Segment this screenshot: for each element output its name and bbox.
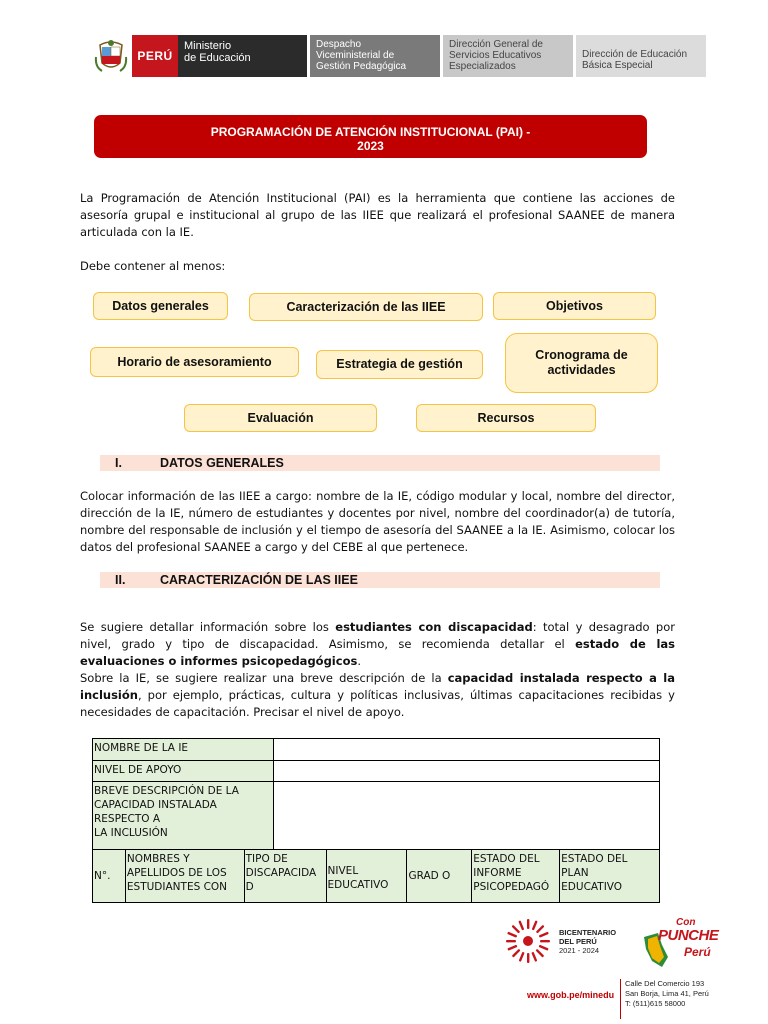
must-contain-label: Debe contener al menos: (80, 259, 226, 273)
ie-info-table (92, 738, 660, 903)
col-nivel-educativo: NIVEL EDUCATIVO (326, 850, 407, 903)
header-logos (90, 35, 706, 77)
section-heading-caracterizacion: II. CARACTERIZACIÓN DE LAS IIEE (100, 572, 660, 588)
col-grado: GRAD O (407, 850, 472, 903)
input-breve-descripcion[interactable] (273, 782, 659, 850)
peru-badge: PERÚ (132, 35, 178, 77)
section1-paragraph: Colocar información de las IIEE a cargo: nombre de la IE, código modular y local, nombre del director, dirección de la IE, número de estudiantes y docentes por nivel, nombre del coordinador(a) de tutoría, nombre del responsable de inclusión y el tiempo de asesoría del SAANEE a la IE. Asimismo, colocar los datos del profesional SAANEE a cargo y del CEBE al que pertenece. (80, 489, 675, 554)
pill-cronograma: Cronograma de actividades (505, 333, 658, 393)
pill-horario: Horario de asesoramiento (90, 347, 299, 377)
ministry-label: Ministerio de Educación (178, 35, 307, 77)
pill-recursos: Recursos (416, 404, 596, 432)
direccion-educacion-label: Dirección de Educación Básica Especial (576, 35, 706, 77)
direccion-general-label: Dirección General de Servicios Educativos Especializados (443, 35, 573, 77)
coat-of-arms-icon (90, 35, 132, 77)
label-nombre-ie: NOMBRE DE LA IE (93, 739, 274, 761)
section2-paragraph-1: Se sugiere detallar información sobre los estudiantes con discapacidad: total y desagrado por nivel, grado y tipo de discapacidad. Asimismo, se recomienda detallar el estado de las evaluaciones o informes psicopedagógicos. (80, 620, 675, 668)
col-nombres: NOMBRES Y APELLIDOS DE LOS ESTUDIANTES CON (125, 850, 244, 903)
pill-datos-generales: Datos generales (93, 292, 228, 320)
pill-objetivos: Objetivos (493, 292, 656, 320)
section-heading-datos-generales: I. DATOS GENERALES (100, 455, 660, 471)
input-nombre-ie[interactable] (273, 739, 659, 761)
pill-caracterizacion: Caracterización de las IIEE (249, 293, 483, 321)
bicentenario-logo: BICENTENARIO DEL PERÚ 2021 - 2024 (503, 915, 638, 967)
bicentenario-sun-icon (503, 916, 553, 966)
pill-evaluacion: Evaluación (184, 404, 377, 432)
input-nivel-apoyo[interactable] (273, 761, 659, 782)
pill-estrategia: Estrategia de gestión (316, 350, 483, 379)
col-estado-informe: ESTADO DEL INFORME PSICOPEDAGÓ (472, 850, 560, 903)
con-punche-peru-logo: Con PUNCHE Perú (640, 915, 728, 975)
document-title: PROGRAMACIÓN DE ATENCIÓN INSTITUCIONAL (PAI) - 2023 (94, 115, 647, 158)
label-nivel-apoyo: NIVEL DE APOYO (93, 761, 274, 782)
label-breve-descripcion: BREVE DESCRIPCIÓN DE LA CAPACIDAD INSTALADA RESPECTO A LA INCLUSIÓN (93, 782, 274, 850)
footer-address: Calle Del Comercio 193 San Borja, Lima 41, Perú T: (511)615 58000 (620, 979, 709, 1019)
section2-paragraph-2: Sobre la IE, se sugiere realizar una breve descripción de la capacidad instalada respecto a la inclusión, por ejemplo, prácticas, cultura y políticas inclusivas, últimas capacitaciones recibidas y necesidades de capacitación. Precisar el nivel de apoyo. (80, 671, 675, 719)
footer-url-link[interactable]: www.gob.pe/minedu (527, 990, 615, 1000)
col-estado-plan: ESTADO DEL PLAN EDUCATIVO (560, 850, 660, 903)
despacho-label: Despacho Viceministerial de Gestión Pedagógica (310, 35, 440, 77)
col-tipo-discapacidad: TIPO DE DISCAPACIDA D (244, 850, 326, 903)
intro-paragraph: La Programación de Atención Institucional (PAI) es la herramienta que contiene las acciones de asesoría grupal e institucional al grupo de las IIEE que realizará el profesional SAANEE de manera articulada con la IE. (80, 191, 675, 239)
col-numero: N°. (93, 850, 126, 903)
